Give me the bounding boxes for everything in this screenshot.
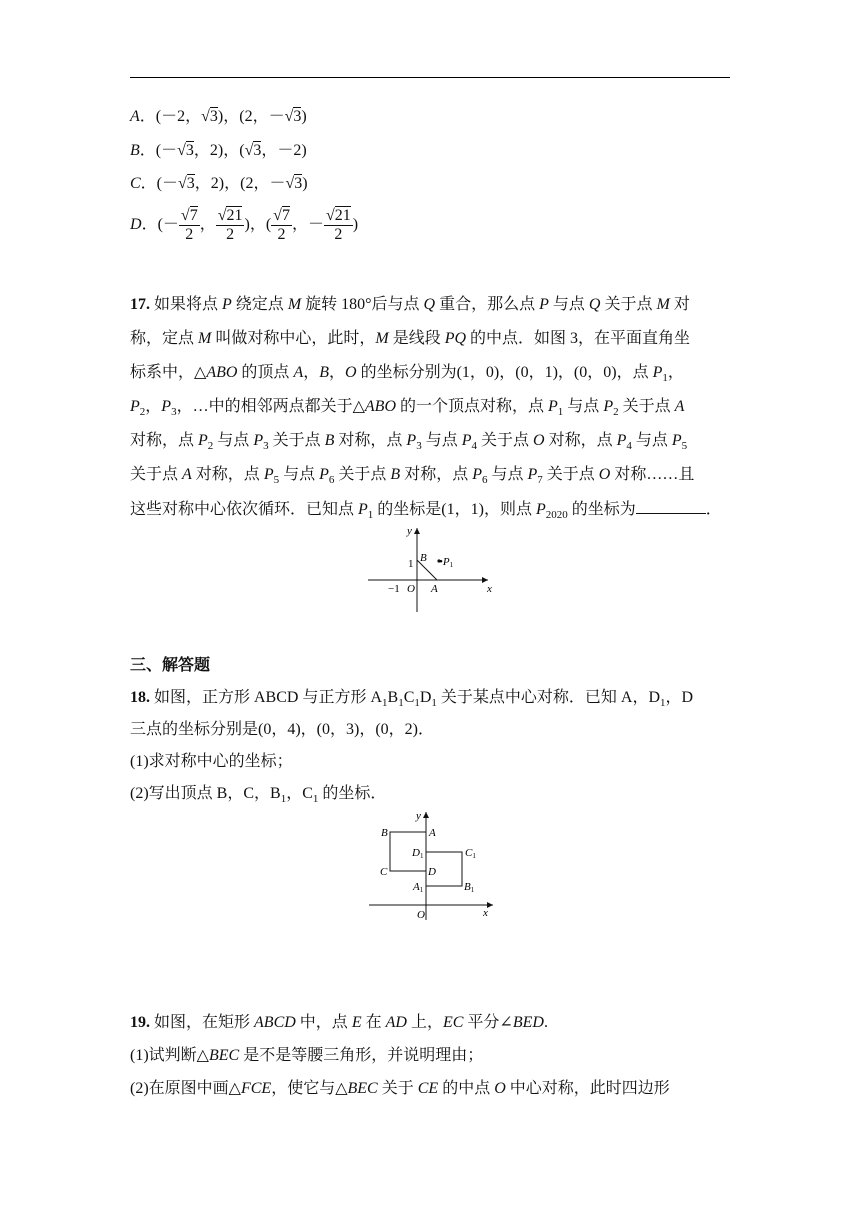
q17-line-5: 对称，点 $P_2$ 与点 $P_3$ 关于点 B 对称，点 $P_3$ 与点 $P_4$ 关于点 O 对称，点 $P_4$ 与点 $P_5$ [130, 432, 688, 453]
q17-line-1: 17. 如果将点 P 绕定点 M 旋转 180°后与点 Q 重合，那么点 P 与点 Q 关于点 M 对 [130, 296, 690, 313]
tick-one: 1 [408, 558, 414, 570]
point-a-label: A [431, 583, 438, 595]
point-p1-label: •P1 [439, 556, 454, 569]
q17-line-3: 标系中，△ABO 的顶点 A，B，O 的坐标分别为(1，0)，(0，1)，(0，0)，点 $P_1$， [130, 364, 684, 385]
y-axis-label: y [407, 525, 412, 537]
point-c1-label: C1 [465, 847, 476, 860]
q19-line-3: (2)在原图中画△FCE，使它与△BEC 关于 CE 的中点 O 中心对称，此时四边形 [130, 1080, 670, 1097]
x-axis-label: x [487, 583, 492, 595]
q17-line-6: 关于点 A 对称，点 $P_5$ 与点 $P_6$ 关于点 B 对称，点 $P_6$ 与点 $P_7$ 关于点 O 对称……且 [130, 466, 695, 487]
origin-label: O [417, 909, 425, 921]
point-a-label: A [429, 827, 436, 839]
point-b1-label: B1 [464, 881, 475, 894]
point-d-label: D [428, 866, 436, 878]
tick-neg-one: −1 [388, 583, 400, 595]
answer-blank [636, 499, 706, 514]
option-a: A．(－2，√3)，(2，－√3) [130, 108, 307, 125]
q17-line-2: 称，定点 M 叫做对称中心，此时，M 是线段 PQ 的中点．如图 3，在平面直角坐 [130, 330, 691, 347]
point-b-label: B [381, 827, 388, 839]
y-axis-label: y [416, 810, 421, 822]
q17-line-4: $P_2$，$P_3$，…中的相邻两点都关于△ABO 的一个顶点对称，点 $P_1$ 与点 $P_2$ 关于点 A [130, 398, 685, 419]
point-d1-label: D1 [412, 847, 424, 860]
q18-line-1: 18. 如图，正方形 ABCD 与正方形 $A_1B_1C_1D_1$ 关于某点中心对称．已知 A，$D_1$，D [130, 689, 694, 710]
q17-figure [360, 522, 500, 617]
option-b: B．(－√3，2)，(√3，－2) [130, 142, 307, 159]
q18-line-4: (2)写出顶点 B，C，$B_1$，$C_1$ 的坐标． [130, 785, 387, 806]
option-c: C．(－√3，2)，(2，－√3) [130, 175, 308, 192]
option-d: D．(－ $\frac{√7}{2}$ ， $\frac{√21}{2}$ )，( $\frac{√7}{2}$ ，－ $\frac{√21}{2}$ ) [130, 206, 359, 243]
q18-figure [365, 808, 500, 923]
header-rule [130, 77, 730, 78]
q19-line-1: 19. 如图，在矩形 ABCD 中，点 E 在 AD 上，EC 平分∠BED. [130, 1014, 548, 1031]
point-c-label: C [380, 866, 388, 878]
origin-label: O [407, 583, 415, 595]
section-title: 三、解答题 [130, 657, 211, 674]
q19-line-2: (1)试判断△BEC 是不是等腰三角形，并说明理由； [130, 1047, 484, 1064]
x-axis-label: x [483, 907, 488, 919]
q17-line-7: 这些对称中心依次循环．已知点 $P_1$ 的坐标是(1，1)，则点 $P_{2020}$ 的坐标为 ． [130, 501, 722, 522]
q18-line-3: (1)求对称中心的坐标； [130, 753, 293, 770]
point-a1-label: A1 [413, 881, 424, 894]
point-b-label: B [420, 552, 427, 564]
q18-line-2: 三点的坐标分别是(0，4)，(0，3)，(0，2)． [130, 721, 434, 738]
